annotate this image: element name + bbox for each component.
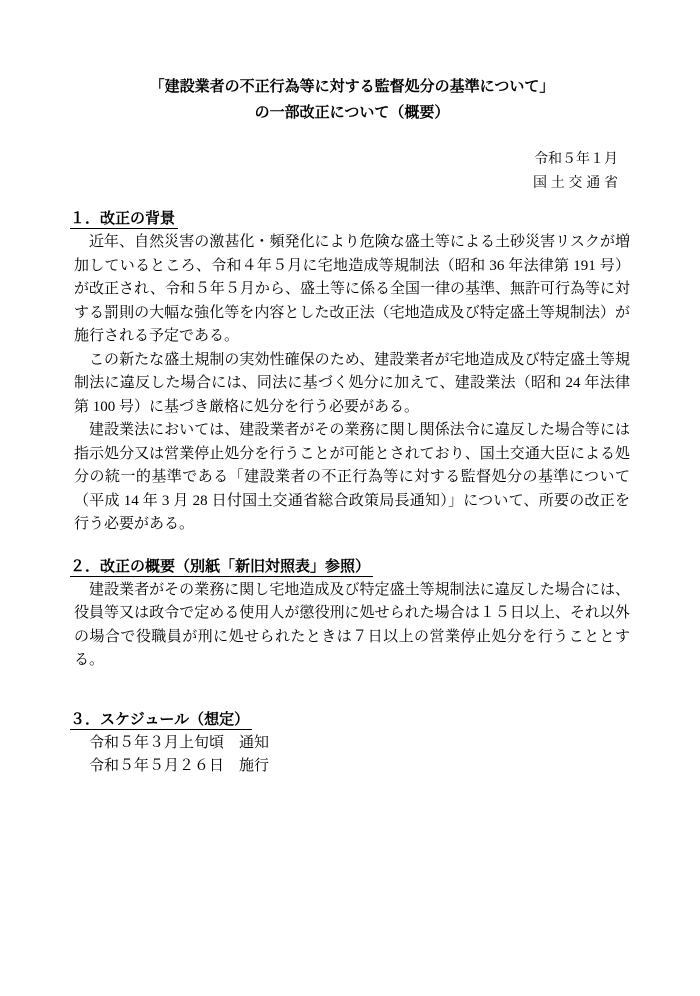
- section-1-heading-text: １．改正の背景: [70, 210, 178, 229]
- section-1-paragraph-2: この新たな盛土規制の実効性確保のため、建設業者が宅地造成及び特定盛土等規制法に違反した場合には、同法に基づく処分に加えて、建設業法（昭和 24 年法律第 100 号）に基づき厳格に処分を行う必要がある。: [74, 351, 630, 415]
- document-title-line1: 「建設業者の不正行為等に対する監督処分の基準について」: [149, 78, 555, 95]
- section-1-paragraph-3: 建設業法においては、建設業者がその業務に関し関係法令に違反した場合等には指示処分又は営業停止処分を行うことが可能とされており、国土交通大臣による処分の統一的基準である「建設業者の不正行為等に対する監督処分の基準について（平成 14 年 3 月 28 日付国土交通省総合政策局長通知）」について、所要の改正を行う必要がある。: [74, 422, 630, 532]
- section-schedule: [70, 709, 630, 779]
- document-title: [74, 0, 630, 126]
- section-1-heading: [70, 208, 630, 229]
- section-2-paragraph-1: 建設業者がその業務に関し宅地造成及び特定盛土等規制法に違反した場合には、役員等又は政令で定める使用人が懲役刑に処せられた場合は１５日以上、それ以外の場合で役職員が刑に処せられたときは７日以上の営業停止処分を行うこととする。: [74, 581, 630, 668]
- section-3-heading-text: ３．スケジュール（想定）: [70, 711, 252, 730]
- section-2-heading: [70, 556, 630, 577]
- section-revision-background: [70, 208, 630, 537]
- section-2-heading-text: ２．改正の概要（別紙「新旧対照表」参照）: [70, 558, 373, 577]
- schedule-list: [74, 732, 630, 779]
- section-1-paragraph-1: 近年、自然災害の激甚化・頻発化により危険な盛土等による土砂災害リスクが増加しているところ、令和４年５月に宅地造成等規制法（昭和 36 年法律第 191 号）が改正され、令和５年５月から、盛土等に係る全国一律の基準、無許可行為等に対する罰則の大幅な強化等を内容とした改正法（宅地造成及び特定盛土等規制法）が施行される予定である。: [74, 234, 630, 344]
- schedule-item-enforcement: 令和５年５月２６日 施行: [89, 758, 270, 774]
- document-date: 令和５年１月: [534, 150, 618, 166]
- schedule-item-notice: 令和５年３月上旬頃 通知: [89, 734, 270, 751]
- document-title-line2: の一部改正について（概要）: [254, 104, 450, 121]
- section-3-heading: [70, 709, 630, 730]
- section-revision-summary: [70, 556, 630, 673]
- date-block: [74, 146, 630, 194]
- issuing-organization: 国土交通省: [533, 174, 622, 190]
